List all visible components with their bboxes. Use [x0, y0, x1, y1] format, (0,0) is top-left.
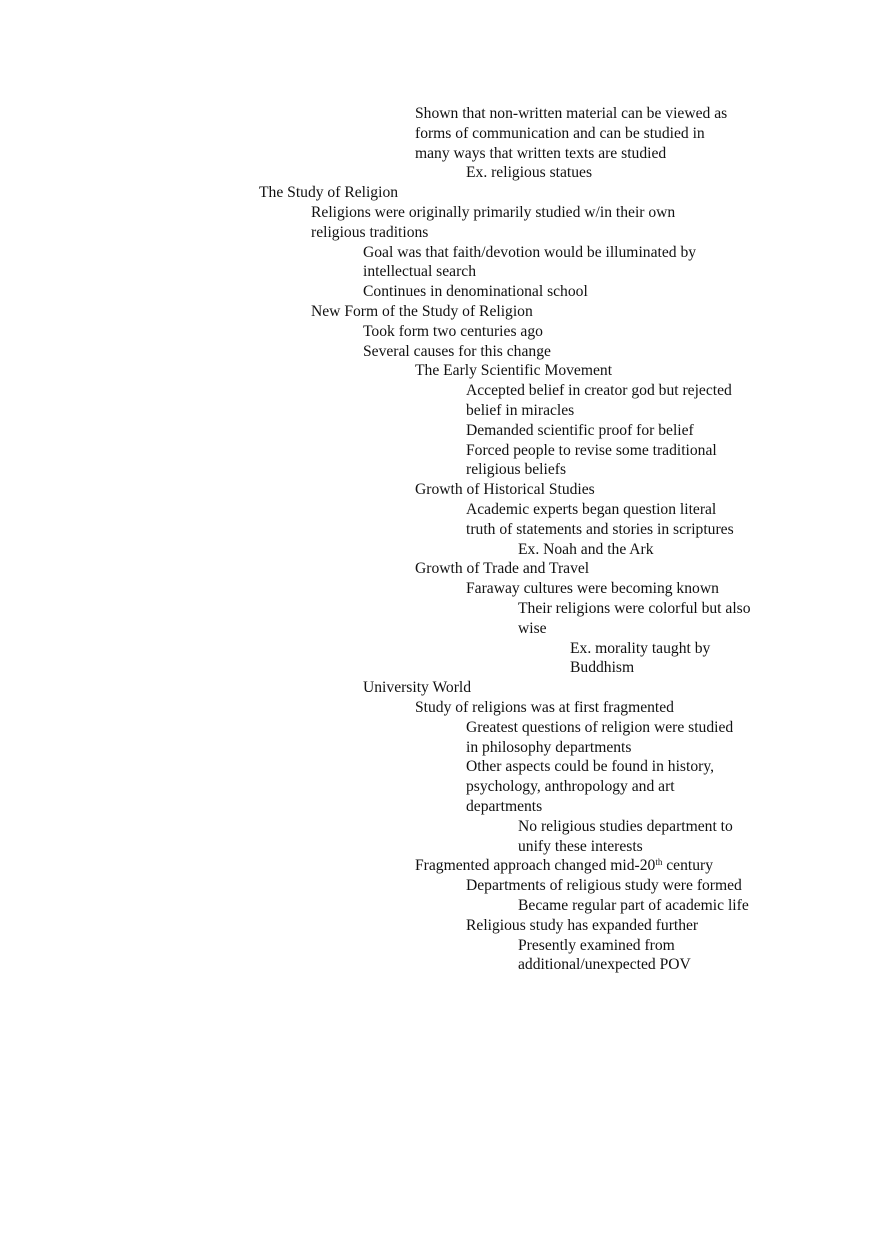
outline-text: Other aspects could be found in history,	[466, 758, 714, 776]
outline-text-line	[311, 223, 428, 243]
outline-text-line	[570, 658, 634, 678]
outline-text-line	[518, 955, 691, 975]
outline-text-line	[466, 460, 566, 480]
outline-text: Study of religions was at first fragmented	[415, 699, 674, 716]
outline-text-line	[466, 421, 694, 441]
outline-text: Demanded scientific proof for belief	[466, 421, 694, 439]
outline-text: religious traditions	[311, 223, 429, 241]
outline-text: Faraway cultures were becoming known	[466, 580, 719, 598]
outline-text: Accepted belief in creator god but rejected	[466, 382, 732, 400]
outline-text-line	[518, 896, 749, 916]
outline-text-line	[518, 540, 654, 560]
outline-text-line	[415, 361, 612, 381]
outline-text: Ex. religious statues	[466, 164, 593, 182]
outline-text: Forced people to revise some traditional	[466, 441, 717, 459]
outline-text-tail: century	[662, 857, 714, 875]
outline-text: Academic experts began question literal	[466, 501, 717, 518]
outline-text: New Form of the Study of Religion	[311, 303, 533, 320]
outline-text-line	[466, 401, 574, 421]
outline-text-line	[415, 480, 595, 500]
outline-text-line	[363, 322, 543, 342]
outline-text: in philosophy departments	[466, 738, 632, 756]
outline-text-line	[311, 302, 533, 322]
outline-text: Ex. Noah and the Ark	[518, 540, 654, 558]
outline-text-line	[363, 262, 476, 282]
outline-text: forms of communication and can be studied in	[415, 124, 705, 142]
outline-text: religious beliefs	[466, 461, 567, 479]
outline-text: The Study of Religion	[259, 184, 399, 202]
outline-text: wise	[518, 619, 547, 637]
outline-text-line	[466, 381, 732, 401]
outline-text: Religious study has expanded further	[466, 916, 699, 934]
outline-text: Took form two centuries ago	[363, 322, 543, 340]
outline-text-line	[466, 738, 631, 758]
outline-text: Religions were originally primarily studied w/in their own	[311, 204, 676, 221]
outline-text: intellectual search	[363, 263, 476, 281]
outline-text: Buddhism	[570, 659, 635, 677]
outline-text: belief in miracles	[466, 401, 575, 419]
outline-text-line	[415, 698, 674, 718]
outline-text-line	[466, 441, 717, 461]
outline-text: Became regular part of academic life	[518, 897, 749, 914]
outline-text-line	[415, 124, 705, 144]
outline-text-line	[466, 718, 733, 738]
outline-text: additional/unexpected POV	[518, 956, 691, 974]
outline-text-line	[518, 817, 733, 837]
outline-text-line	[363, 342, 551, 362]
outline-text-line	[518, 619, 547, 639]
outline-text: Fragmented approach changed mid-20	[415, 857, 656, 875]
outline-text: Departments of religious study were formed	[466, 877, 742, 895]
outline-text-line	[363, 243, 696, 263]
outline-text: Goal was that faith/devotion would be illuminated by	[363, 243, 697, 261]
outline-text-line	[466, 777, 675, 797]
ordinal-superscript: th	[655, 857, 663, 868]
outline-text: Growth of Historical Studies	[415, 481, 595, 499]
outline-text-line	[466, 579, 719, 599]
outline-text-line	[415, 104, 727, 124]
outline-text-line	[311, 203, 675, 223]
outline-text: many ways that written texts are studied	[415, 144, 667, 162]
outline-text-line	[570, 639, 710, 659]
outline-text: Growth of Trade and Travel	[415, 560, 590, 578]
outline-text: No religious studies department to	[518, 817, 733, 835]
outline-text-line	[415, 559, 589, 579]
outline-text-line	[466, 163, 592, 183]
outline-text: truth of statements and stories in scriptures	[466, 520, 734, 538]
outline-text: Presently examined from	[518, 936, 675, 954]
outline-text-line	[466, 797, 542, 817]
outline-text-line	[518, 599, 751, 619]
outline-text: University World	[363, 679, 472, 697]
outline-text-line	[518, 837, 643, 857]
outline-text-line	[415, 856, 713, 876]
outline-text-line	[466, 500, 716, 520]
outline-text: Greatest questions of religion were studied	[466, 718, 734, 736]
outline-text-line	[415, 144, 666, 164]
outline-text-line	[518, 936, 675, 956]
outline-text: The Early Scientific Movement	[415, 362, 613, 380]
outline-text: Several causes for this change	[363, 342, 551, 360]
outline-text: Continues in denominational school	[363, 283, 588, 301]
outline-text-line	[363, 678, 471, 698]
outline-text: psychology, anthropology and art	[466, 778, 675, 796]
outline-text-line	[259, 183, 398, 203]
outline-text-line	[363, 282, 588, 302]
outline-text-line	[466, 757, 714, 777]
outline-text-line	[466, 916, 698, 936]
outline-text: departments	[466, 797, 543, 815]
outline-text-line	[466, 876, 742, 896]
outline-text: Shown that non-written material can be viewed as	[415, 105, 728, 122]
outline-text: Their religions were colorful but also	[518, 600, 751, 617]
outline-text-line	[466, 520, 734, 540]
outline-text: Ex. morality taught by	[570, 639, 711, 657]
outline-text: unify these interests	[518, 837, 643, 855]
